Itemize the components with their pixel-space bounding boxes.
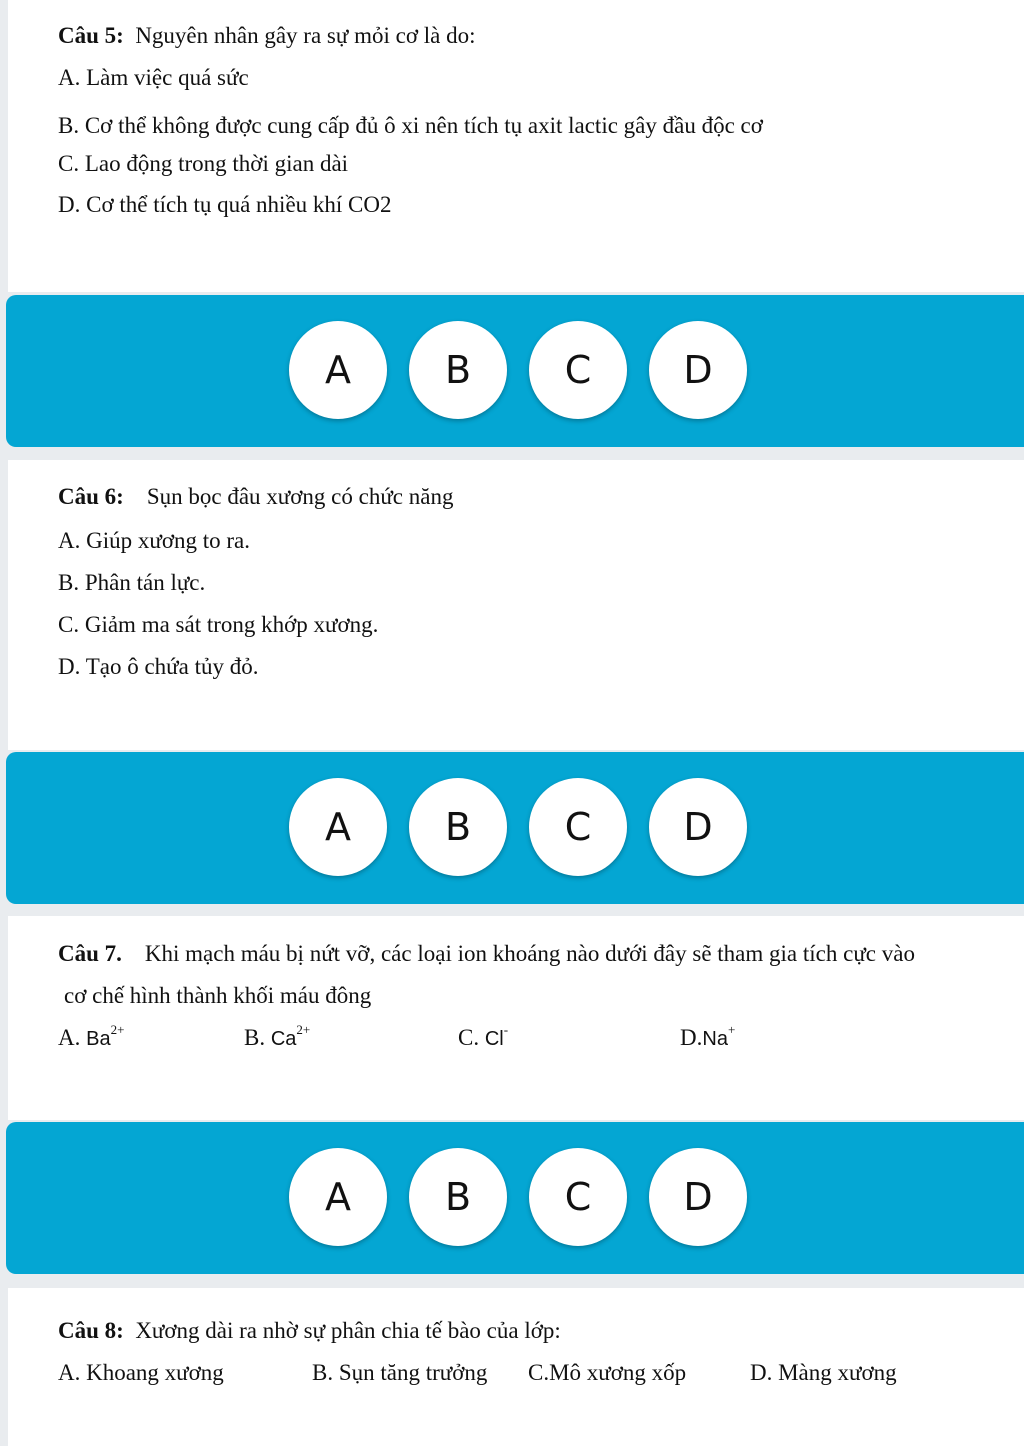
option-d: D. Cơ thể tích tụ quá nhiều khí CO2	[58, 192, 392, 217]
option-prefix: A.	[58, 1025, 81, 1050]
question-text: Xương dài ra nhờ sự phân chia tế bào của lớp:	[135, 1318, 561, 1343]
question-text-continued: cơ chế hình thành khối máu đông	[64, 983, 372, 1008]
question-5-card	[8, 0, 1024, 292]
question-6-card	[8, 460, 1024, 750]
answer-b-button[interactable]: B	[409, 321, 507, 419]
option-d: D. Màng xương	[750, 1360, 897, 1385]
question-text: Sụn bọc đâu xương có chức năng	[146, 484, 454, 509]
answer-a-button[interactable]: A	[289, 778, 387, 876]
option-d	[680, 1024, 735, 1053]
option-c: C. Giảm ma sát trong khớp xương.	[58, 612, 379, 637]
option-a	[58, 1024, 124, 1053]
answer-c-button[interactable]: C	[529, 321, 627, 419]
question-number: Câu 6:	[58, 484, 124, 509]
option-b: B. Sụn tăng trưởng	[312, 1360, 488, 1385]
ion-name: Cl	[484, 1028, 504, 1050]
question-number: Câu 7.	[58, 941, 122, 966]
question-6-title	[58, 483, 453, 511]
option-prefix: D.	[680, 1025, 703, 1050]
answer-c-button[interactable]: C	[529, 1148, 627, 1246]
question-5-title	[58, 22, 475, 50]
answer-a-button[interactable]: A	[289, 321, 387, 419]
answer-bar	[6, 1122, 1024, 1274]
answer-c-button[interactable]: C	[529, 778, 627, 876]
option-b	[244, 1024, 310, 1053]
answer-b-button[interactable]: B	[409, 1148, 507, 1246]
ion-name: Ba	[86, 1028, 111, 1050]
question-text: Khi mạch máu bị nứt vỡ, các loại ion khoáng nào dưới đây sẽ tham gia tích cực vào	[144, 941, 915, 966]
ion-name: Ca	[270, 1028, 297, 1050]
answer-bar	[6, 752, 1024, 904]
answer-a-button[interactable]: A	[289, 1148, 387, 1246]
option-c	[458, 1024, 508, 1053]
ion-charge: -	[503, 1022, 509, 1038]
option-a: A. Làm việc quá sức	[58, 65, 249, 90]
ion-charge: 2+	[110, 1022, 125, 1038]
ion-name: Na	[702, 1028, 728, 1050]
question-8-title	[58, 1317, 561, 1345]
question-7-card	[8, 916, 1024, 1120]
option-b: B. Phân tán lực.	[58, 570, 206, 595]
question-text: Nguyên nhân gây ra sự mỏi cơ là do:	[135, 23, 476, 48]
answer-d-button[interactable]: D	[649, 321, 747, 419]
answer-d-button[interactable]: D	[649, 1148, 747, 1246]
option-a: A. Giúp xương to ra.	[58, 528, 250, 553]
answer-d-button[interactable]: D	[649, 778, 747, 876]
option-c: C.Mô xương xốp	[528, 1360, 687, 1385]
question-8-card	[8, 1288, 1024, 1446]
question-7-title	[58, 940, 915, 968]
option-c: C. Lao động trong thời gian dài	[58, 151, 349, 176]
option-prefix: B.	[244, 1025, 266, 1050]
option-b: B. Cơ thể không được cung cấp đủ ô xi nên tích tụ axit lactic gây đầu độc cơ	[58, 113, 763, 138]
question-number: Câu 8:	[58, 1318, 124, 1343]
option-prefix: C.	[458, 1025, 480, 1050]
option-d: D. Tạo ô chứa tủy đỏ.	[58, 654, 259, 679]
answer-bar	[6, 295, 1024, 447]
ion-charge: 2+	[296, 1022, 311, 1038]
question-number: Câu 5:	[58, 23, 124, 48]
option-a: A. Khoang xương	[58, 1360, 224, 1385]
ion-charge: +	[727, 1022, 736, 1038]
answer-b-button[interactable]: B	[409, 778, 507, 876]
